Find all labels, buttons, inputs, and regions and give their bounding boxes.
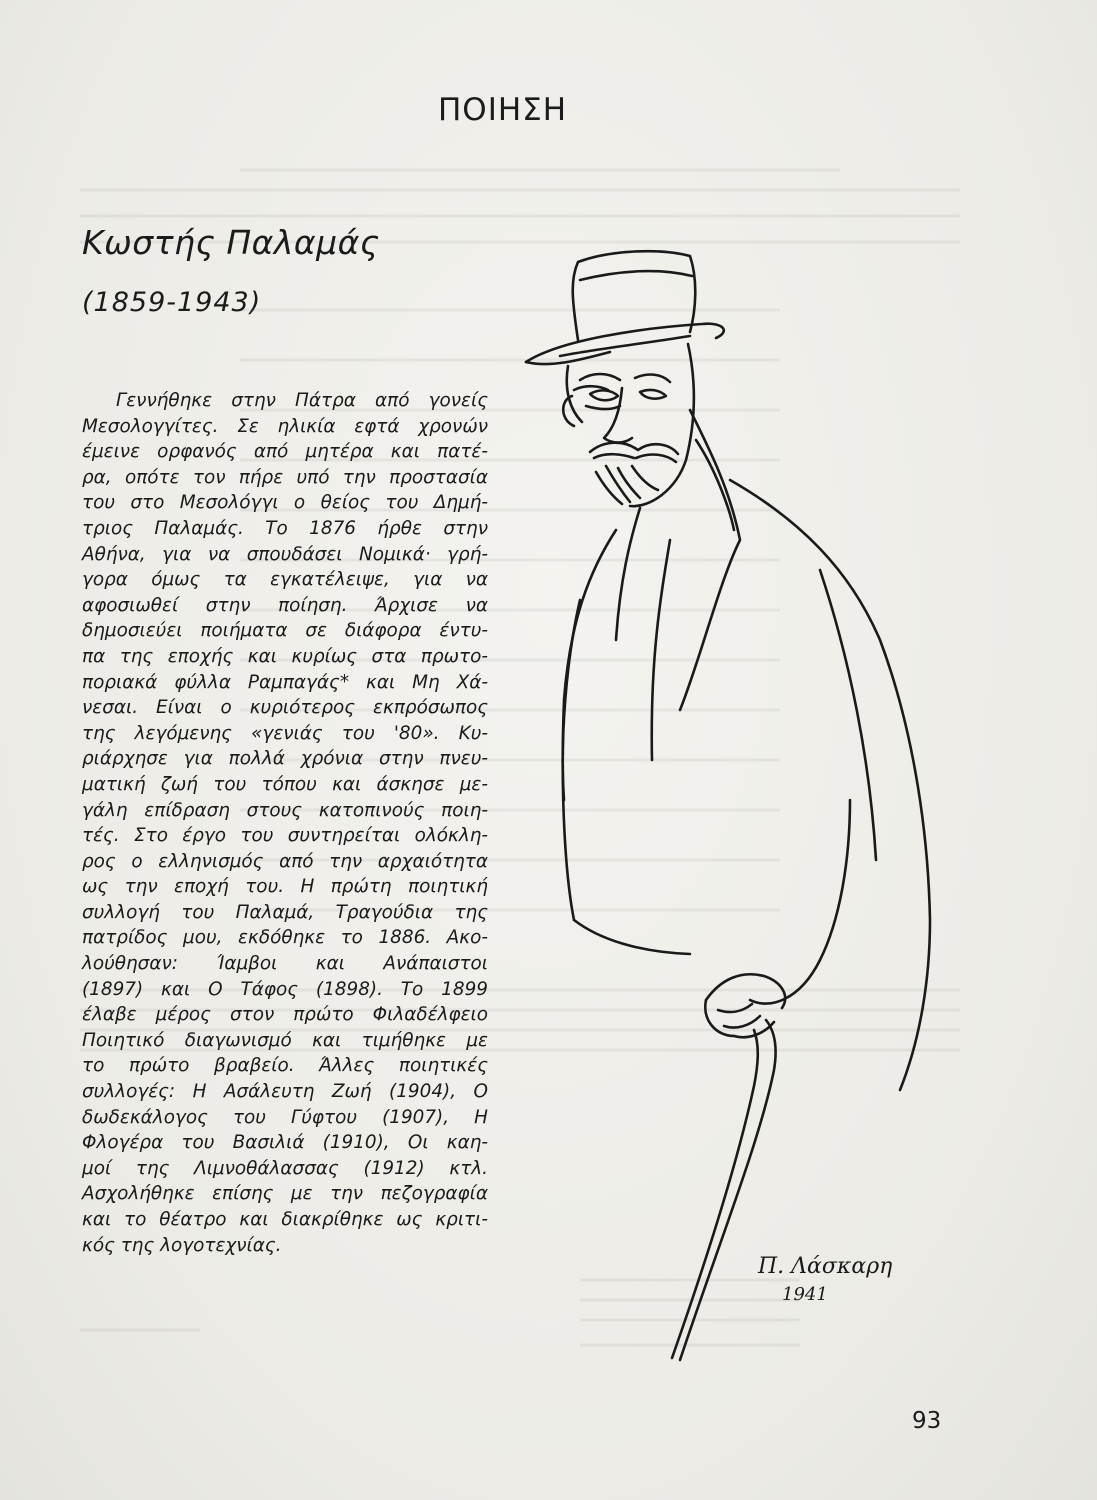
page-number: 93 bbox=[912, 1408, 942, 1434]
bio-line: πατρίδος μου, εκδόθηκε το 1886. Ακο- bbox=[82, 927, 488, 949]
illustration-signature-year: 1941 bbox=[782, 1284, 828, 1305]
bio-line: έλαβε μέρος στον πρώτο Φιλαδέλφειο bbox=[82, 1004, 488, 1026]
bio-line: Ασχολήθηκε επίσης με την πεζογραφία bbox=[82, 1183, 488, 1205]
bio-line: αφοσιωθεί στην ποίηση. Άρχισε να bbox=[82, 594, 488, 616]
bio-line: (1897) και Ο Τάφος (1898). Το 1899 bbox=[82, 978, 488, 1000]
bio-line: έμεινε ορφανός από μητέρα και πατέ- bbox=[82, 441, 488, 463]
biography-text bbox=[82, 388, 488, 1258]
bio-line: συλλογές: Η Ασάλευτη Ζωή (1904), Ο bbox=[82, 1081, 488, 1103]
bio-line: νεσαι. Είναι ο κυριότερος εκπρόσωπος bbox=[82, 697, 488, 719]
bio-line: δωδεκάλογος του Γύφτου (1907), Η bbox=[82, 1106, 488, 1128]
bio-line: δημοσιεύει ποιήματα σε διάφορα έντυ- bbox=[82, 620, 488, 642]
bio-line: το πρώτο βραβείο. Άλλες ποιητικές bbox=[82, 1055, 488, 1077]
bio-line: ως την εποχή του. Η πρώτη ποιητική bbox=[82, 876, 488, 898]
bio-line: της λεγόμενης «γενιάς του '80». Κυ- bbox=[82, 722, 488, 744]
bio-line: Φλογέρα του Βασιλιά (1910), Οι καη- bbox=[82, 1132, 488, 1154]
bio-line: γορα όμως τα εγκατέλειψε, για να bbox=[82, 569, 488, 591]
bio-line: ποριακά φύλλα Ραμπαγάς* και Μη Χά- bbox=[82, 671, 488, 693]
bio-line: τριος Παλαμάς. Το 1876 ήρθε στην bbox=[82, 517, 488, 539]
portrait-illustration bbox=[520, 240, 960, 1370]
bio-line: ματική ζωή του τόπου και άσκησε με- bbox=[82, 773, 488, 795]
bio-line: λούθησαν: Ίαμβοι και Ανάπαιστοι bbox=[82, 953, 488, 975]
bio-line: μοί της Λιμνοθάλασσας (1912) κτλ. bbox=[82, 1157, 488, 1179]
bio-line: Μεσολογγίτες. Σε ηλικία εφτά χρονών bbox=[82, 415, 488, 437]
bio-line: ρος ο ελληνισμός από την αρχαιότητα bbox=[82, 850, 488, 872]
bio-line: γάλη επίδραση στους κατοπινούς ποιη- bbox=[82, 799, 488, 821]
section-title: ΠΟΙΗΣΗ bbox=[438, 92, 568, 128]
bio-line: ριάρχησε για πολλά χρόνια στην πνευ- bbox=[82, 748, 488, 770]
bio-line: κός της λογοτεχνίας. bbox=[82, 1234, 282, 1256]
author-name: Κωστής Παλαμάς bbox=[82, 223, 380, 262]
bio-line: Αθήνα, για να σπουδάσει Νομικά· γρή- bbox=[82, 543, 488, 565]
bio-line: πα της εποχής και κυρίως στα πρωτο- bbox=[82, 645, 488, 667]
bio-line: ρα, οπότε τον πήρε υπό την προστασία bbox=[82, 466, 488, 488]
bio-line: του στο Μεσολόγγι ο θείος του Δημή- bbox=[82, 492, 488, 514]
bio-line: Ποιητικό διαγωνισμό και τιμήθηκε με bbox=[82, 1029, 488, 1051]
bio-line: συλλογή του Παλαμά, Τραγούδια της bbox=[82, 901, 488, 923]
author-years: (1859-1943) bbox=[82, 287, 262, 318]
bio-line: Γεννήθηκε στην Πάτρα από γονείς bbox=[116, 390, 488, 411]
bio-line: και το θέατρο και διακρίθηκε ως κριτι- bbox=[82, 1209, 488, 1230]
illustration-signature: Π. Λάσκαρη bbox=[758, 1254, 893, 1279]
bio-line: τές. Στο έργο του συντηρείται ολόκλη- bbox=[82, 825, 488, 847]
